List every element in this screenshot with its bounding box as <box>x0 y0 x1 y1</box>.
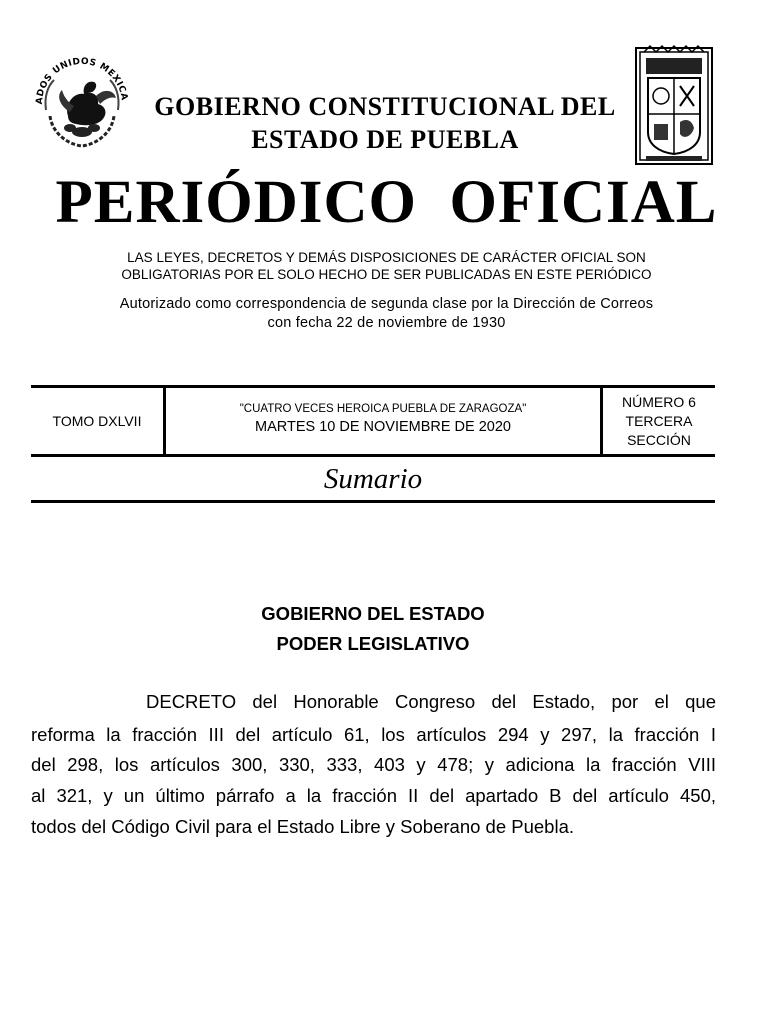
puebla-state-coat-of-arms <box>632 44 716 168</box>
rule-top <box>31 385 715 388</box>
rule-middle <box>31 454 715 457</box>
government-title-line-1: GOBIERNO CONSTITUCIONAL DEL <box>154 92 616 121</box>
decree-text-line: del 298, los artículos 300, 330, 333, 403 y 478; y adiciona la fracción VIII <box>31 754 716 775</box>
city-motto: "CUATRO VECES HEROICA PUEBLA DE ZARAGOZA" <box>239 403 527 415</box>
decree-text-line: DECRETO del Honorable Congreso del Estado, por el que <box>146 691 716 712</box>
decree-text-line: al 321, y un último párrafo a la fracción II del apartado B del artículo 450, <box>31 785 716 806</box>
newspaper-title: PERIÓDICO OFICIAL <box>55 169 718 236</box>
issue-number: NÚMERO 6 <box>622 394 696 410</box>
section-label-1: TERCERA <box>625 413 693 429</box>
rule-bottom <box>31 500 715 503</box>
authorization-line-1: Autorizado como correspondencia de segunda clase por la Dirección de Correos <box>119 296 654 312</box>
mexican-coat-of-arms-seal <box>26 46 138 152</box>
tomo-label: TOMO DXLVII <box>52 413 142 429</box>
summary-title: Sumario <box>323 463 423 495</box>
section-label-2: SECCIÓN <box>627 432 691 448</box>
decree-text-line: todos del Código Civil para el Estado Libre y Soberano de Puebla. <box>31 816 575 837</box>
issue-date: MARTES 10 DE NOVIEMBRE DE 2020 <box>255 419 511 435</box>
section-heading-legislative: PODER LEGISLATIVO <box>276 633 470 654</box>
government-title-line-2: ESTADO DE PUEBLA <box>251 125 519 154</box>
seal-arc-text: ADOS UNIDOS MEXICA <box>34 56 129 105</box>
section-heading-government: GOBIERNO DEL ESTADO <box>261 603 485 624</box>
legal-notice-line-1: LAS LEYES, DECRETOS Y DEMÁS DISPOSICIONES DE CARÁCTER OFICIAL SON <box>127 250 646 265</box>
authorization-line-2: con fecha 22 de noviembre de 1930 <box>267 315 506 331</box>
legal-notice-line-2: OBLIGATORIAS POR EL SOLO HECHO DE SER PUBLICADAS EN ESTE PERIÓDICO <box>121 267 652 282</box>
decree-text-line: reforma la fracción III del artículo 61, los artículos 294 y 297, la fracción I <box>31 724 716 745</box>
